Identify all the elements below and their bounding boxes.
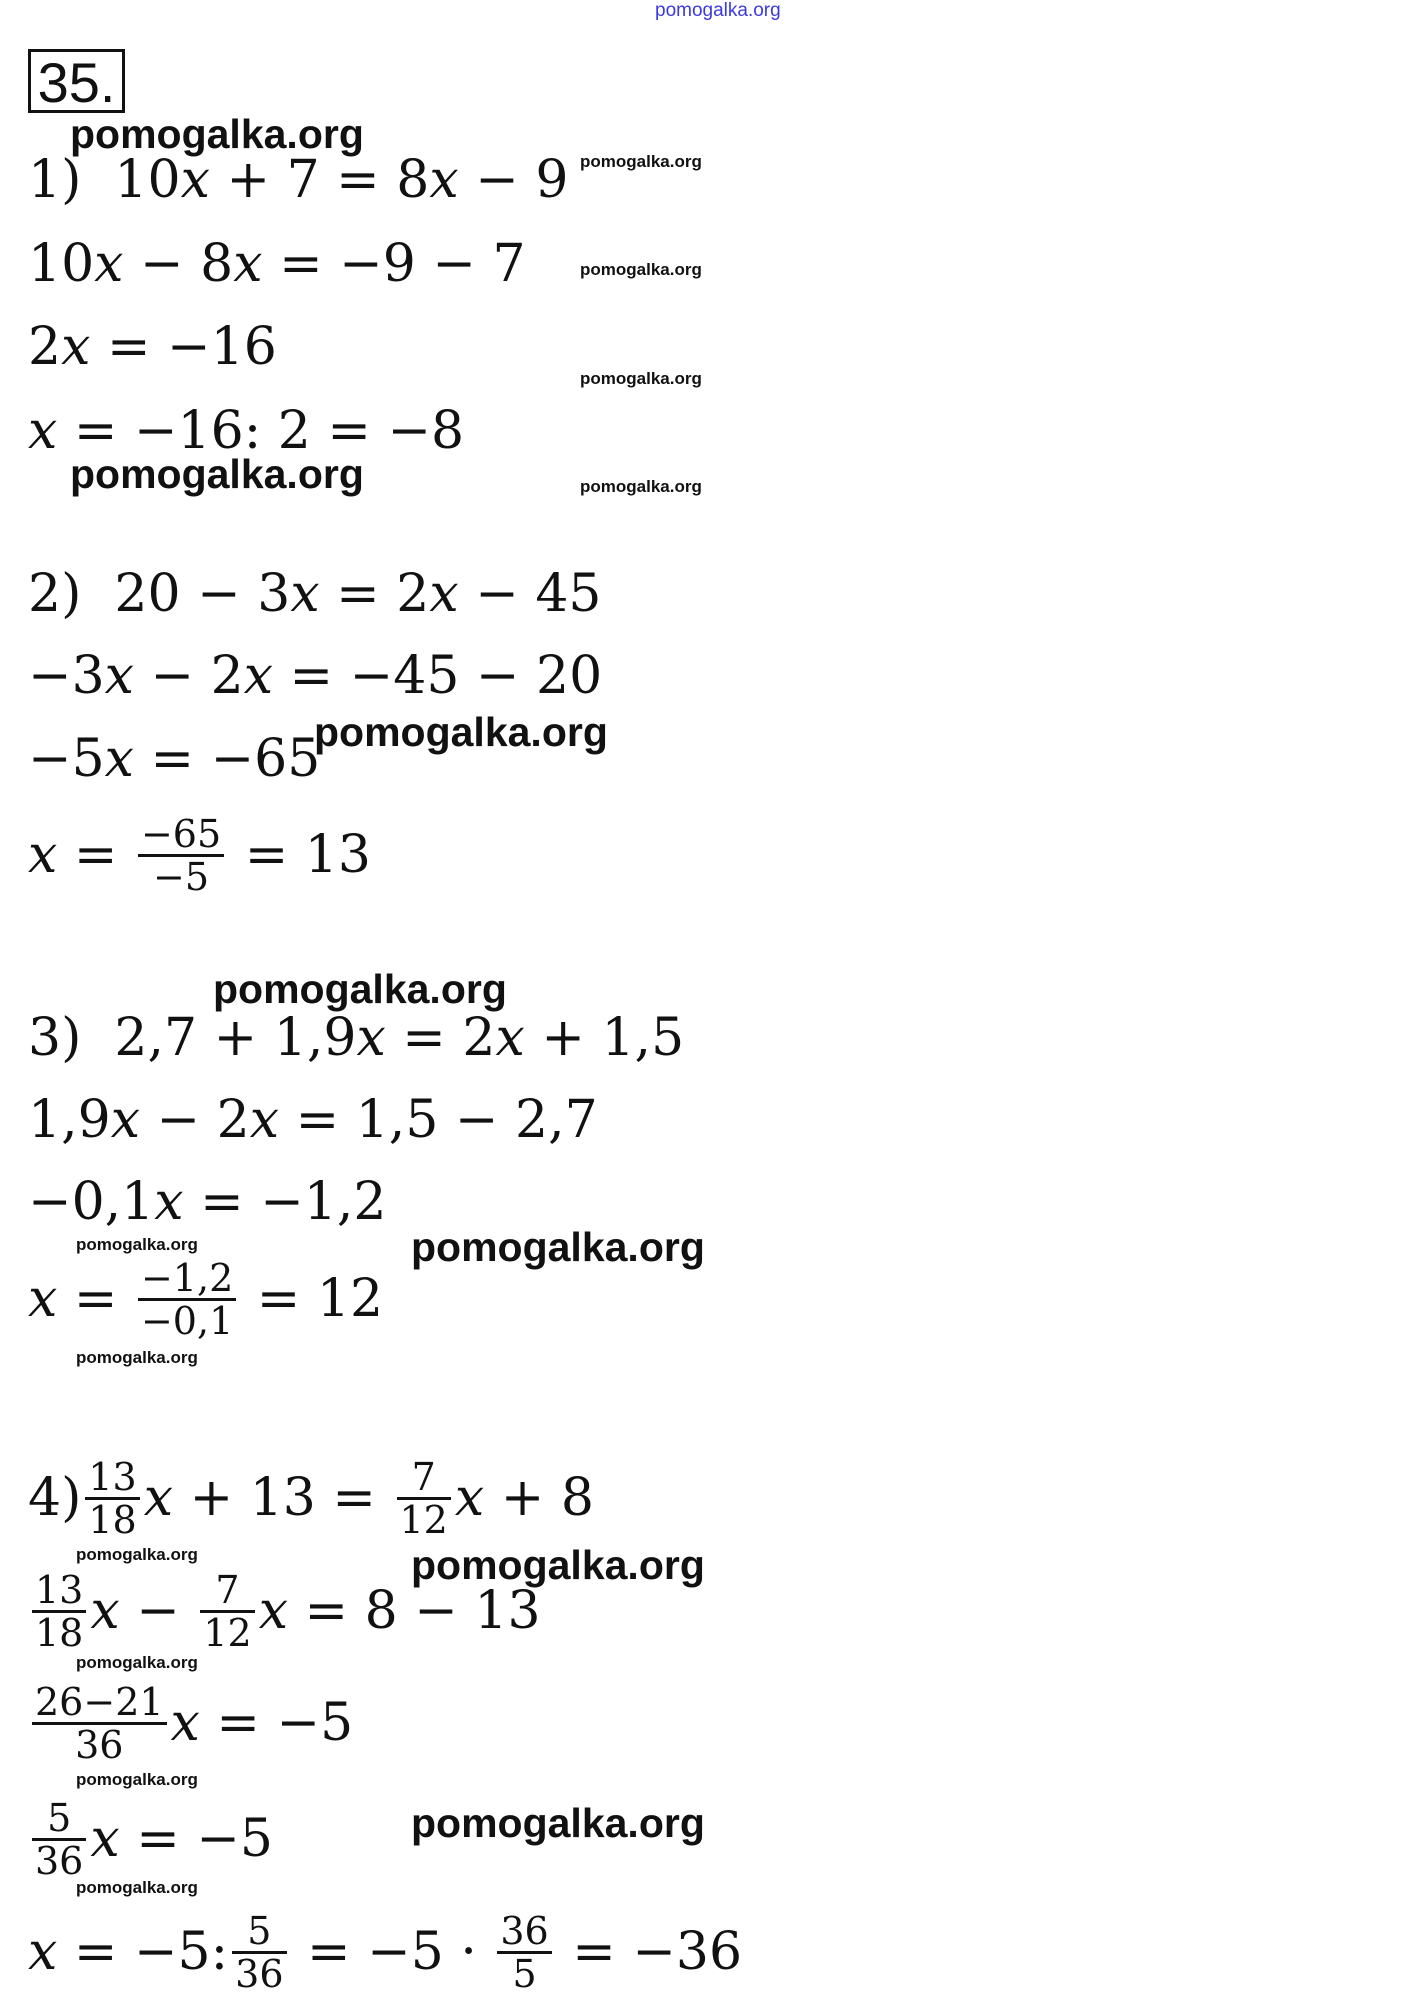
equation-text: = 2 — [319, 564, 430, 624]
numerator: 7 — [215, 1567, 240, 1612]
equation-text: = 1,5 − 2,7 — [279, 1090, 598, 1150]
variable: x — [28, 825, 58, 885]
equation-text: + 8 — [484, 1468, 594, 1528]
equation-text: = −45 − 20 — [273, 646, 603, 706]
variable: x — [104, 646, 134, 706]
equation-text: −0,1 — [28, 1172, 155, 1232]
variable: x — [90, 1581, 120, 1641]
watermark-small: pomogalka.org — [580, 369, 702, 388]
equation-line — [28, 1162, 387, 1242]
numerator: 13 — [88, 1454, 137, 1499]
equation-text: 10 — [28, 234, 95, 294]
numerator: −65 — [140, 811, 222, 856]
variable: x — [28, 401, 58, 461]
numerator: 26−21 — [35, 1679, 164, 1724]
variable: x — [143, 1468, 174, 1528]
watermark: pomogalka.org — [70, 451, 364, 497]
equation-line — [28, 140, 568, 220]
equation-line — [28, 1454, 594, 1542]
equation-text: 4) — [28, 1468, 82, 1528]
variable: x — [429, 150, 459, 210]
watermark: pomogalka.org — [411, 1800, 705, 1846]
watermark-small: pomogalka.org — [76, 1348, 198, 1367]
equation-text: = −9 − 7 — [262, 234, 526, 294]
equation-text: 2) 20 − 3 — [28, 564, 291, 624]
variable: x — [454, 1468, 485, 1528]
equation-line — [28, 998, 684, 1078]
equation-line — [28, 554, 601, 634]
variable: x — [429, 564, 459, 624]
top-watermark: pomogalka.org — [655, 0, 781, 21]
denominator: −5 — [153, 854, 210, 899]
equation-line — [28, 1080, 598, 1160]
variable: x — [243, 646, 274, 706]
denominator: 12 — [399, 1497, 448, 1542]
fraction — [32, 1567, 86, 1655]
variable: x — [495, 1008, 525, 1068]
equation-text: = — [57, 825, 134, 885]
numerator: 13 — [35, 1567, 84, 1612]
equation-text: = 8 − 13 — [288, 1581, 541, 1641]
watermark-small: pomogalka.org — [580, 477, 702, 496]
equation-line — [28, 1567, 541, 1655]
denominator: 5 — [512, 1951, 537, 1996]
denominator: 36 — [235, 1951, 284, 1996]
variable: x — [249, 1090, 280, 1150]
variable: x — [154, 1172, 184, 1232]
equation-line — [28, 1908, 743, 1996]
equation-text: − 8 — [123, 234, 234, 294]
equation-text: = 12 — [240, 1269, 384, 1329]
equation-text: = — [57, 1269, 134, 1329]
denominator: 36 — [35, 1838, 84, 1883]
numerator: −1,2 — [140, 1255, 234, 1300]
numerator: 7 — [411, 1454, 436, 1499]
equation-line — [28, 1255, 384, 1343]
task-number: 35. — [28, 49, 125, 113]
equation-text: = −36 — [555, 1922, 743, 1982]
variable: x — [290, 564, 320, 624]
equation-text: + 1,5 — [524, 1008, 685, 1068]
equation-line — [28, 1795, 273, 1883]
numerator: 36 — [500, 1908, 549, 1953]
equation-text: = −16: 2 = −8 — [57, 401, 465, 461]
variable: x — [94, 234, 124, 294]
variable: x — [90, 1809, 120, 1869]
variable: x — [170, 1693, 200, 1753]
numerator: 5 — [47, 1795, 72, 1840]
fraction — [85, 1454, 139, 1542]
equation-line — [28, 391, 464, 471]
equation-text: − 2 — [133, 646, 244, 706]
variable: x — [180, 150, 210, 210]
watermark: pomogalka.org — [314, 709, 608, 755]
variable: x — [28, 1269, 58, 1329]
equation-text: = −5 — [199, 1693, 354, 1753]
variable: x — [110, 1090, 141, 1150]
equation-text: = 13 — [228, 825, 371, 885]
equation-text: − 45 — [458, 564, 602, 624]
equation-text: − 2 — [140, 1090, 250, 1150]
equation-text: −3 — [28, 646, 105, 706]
watermark-small: pomogalka.org — [76, 1878, 198, 1897]
watermark-small: pomogalka.org — [76, 1770, 198, 1789]
variable: x — [258, 1581, 289, 1641]
watermark: pomogalka.org — [411, 1542, 705, 1588]
equation-text: = −5 · — [290, 1922, 494, 1982]
equation-text: = −5 — [119, 1809, 273, 1869]
denominator: −0,1 — [140, 1298, 234, 1343]
watermark-small: pomogalka.org — [76, 1653, 198, 1672]
equation-line — [28, 636, 602, 716]
denominator: 36 — [75, 1722, 124, 1767]
equation-text: −5 — [28, 729, 105, 789]
equation-line — [28, 1679, 354, 1767]
fraction — [200, 1567, 254, 1655]
numerator: 5 — [247, 1908, 272, 1953]
equation-text: 1,9 — [28, 1090, 111, 1150]
equation-line — [28, 224, 526, 304]
equation-text: = −65 — [133, 729, 321, 789]
variable: x — [356, 1008, 386, 1068]
equation-text: + 13 = — [173, 1468, 393, 1528]
equation-line — [28, 719, 320, 799]
equation-text: 3) 2,7 + 1,9 — [28, 1008, 357, 1068]
equation-text: = −5: — [57, 1922, 229, 1982]
equation-text: + 7 = 8 — [209, 150, 430, 210]
denominator: 18 — [88, 1497, 137, 1542]
fraction — [138, 811, 224, 899]
fraction — [32, 1679, 167, 1767]
fraction — [232, 1908, 286, 1996]
denominator: 18 — [35, 1610, 84, 1655]
watermark-small: pomogalka.org — [580, 152, 702, 171]
variable: x — [233, 234, 263, 294]
equation-text: = −1,2 — [183, 1172, 387, 1232]
fraction — [497, 1908, 551, 1996]
equation-line — [28, 307, 277, 387]
fraction — [138, 1255, 236, 1343]
denominator: 12 — [203, 1610, 252, 1655]
variable: x — [28, 1922, 58, 1982]
fraction — [397, 1454, 451, 1542]
watermark: pomogalka.org — [70, 111, 364, 157]
watermark-small: pomogalka.org — [76, 1545, 198, 1564]
variable: x — [104, 729, 134, 789]
equation-text: = 2 — [385, 1008, 496, 1068]
watermark-small: pomogalka.org — [76, 1235, 198, 1254]
equation-line — [28, 811, 371, 899]
equation-text: = −16 — [90, 317, 277, 377]
watermark: pomogalka.org — [213, 966, 507, 1012]
fraction — [32, 1795, 86, 1883]
equation-text: 1) 10 — [28, 150, 181, 210]
watermark: pomogalka.org — [411, 1224, 705, 1270]
equation-text: − 9 — [458, 150, 569, 210]
equation-text: − — [119, 1581, 197, 1641]
watermark-small: pomogalka.org — [580, 260, 702, 279]
variable: x — [61, 317, 91, 377]
equation-text: 2 — [28, 317, 62, 377]
